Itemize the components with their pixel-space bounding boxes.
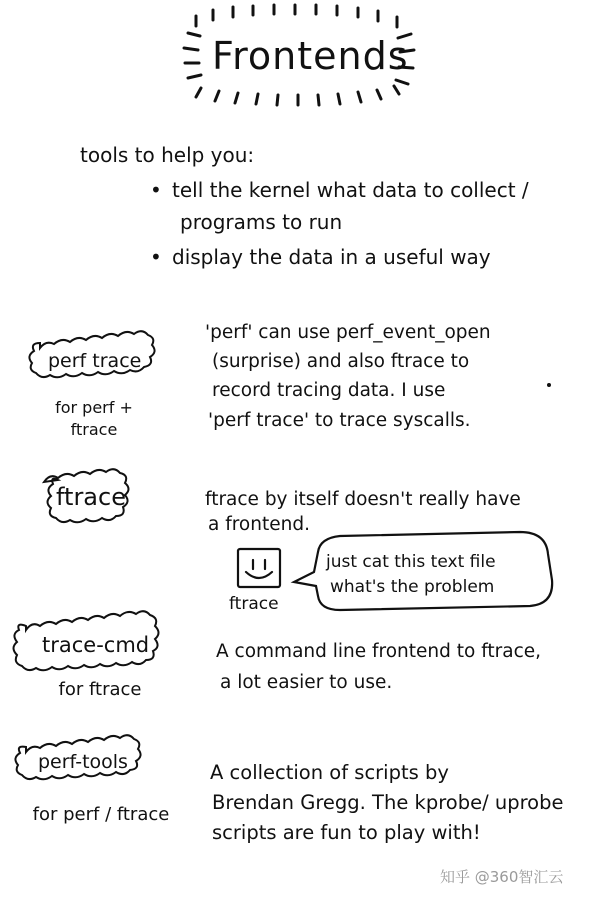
perf-trace-label: perf trace — [48, 350, 142, 372]
intro-bullet-2: display the data in a useful way — [172, 245, 491, 269]
speech-line-1: just cat this text file — [326, 552, 496, 572]
trace-cmd-label: trace-cmd — [42, 633, 150, 657]
ftrace-smiley-icon — [238, 549, 280, 587]
watermark: 知乎 @360智汇云 — [440, 868, 564, 886]
perf-tools-desc-2: Brendan Gregg. The kprobe/ uprobe — [212, 791, 564, 814]
intro-heading: tools to help you: — [80, 143, 255, 167]
ftrace-character-label: ftrace — [229, 594, 279, 614]
page-title: Frontends — [212, 34, 409, 78]
perf-trace-sub-2: ftrace — [70, 420, 118, 439]
intro-bullet-1: tell the kernel what data to collect / — [172, 178, 529, 202]
perf-trace-desc-3: record tracing data. I use — [212, 380, 446, 401]
trace-cmd-sub: for ftrace — [58, 679, 142, 700]
perf-trace-desc-1: 'perf' can use perf_event_open — [205, 322, 491, 343]
intro-bullet-1-continued: programs to run — [180, 210, 343, 234]
perf-tools-desc-1: A collection of scripts by — [210, 761, 449, 784]
speech-line-2: what's the problem — [330, 577, 495, 597]
perf-tools-sub: for perf / ftrace — [32, 804, 170, 825]
perf-trace-sub-1: for perf + — [55, 398, 133, 417]
ftrace-desc-2: a frontend. — [208, 514, 310, 535]
perf-trace-desc-2: (surprise) and also ftrace to — [212, 351, 470, 372]
bullet-dot-icon: • — [150, 178, 162, 202]
bullet-dot-icon: • — [150, 245, 162, 269]
ftrace-desc-1: ftrace by itself doesn't really have — [205, 489, 521, 510]
perf-tools-label: perf-tools — [38, 751, 128, 773]
ftrace-label: ftrace — [56, 483, 126, 511]
trace-cmd-desc-1: A command line frontend to ftrace, — [216, 641, 542, 662]
perf-trace-desc-4: 'perf trace' to trace syscalls. — [208, 410, 471, 431]
stray-dot-icon — [547, 383, 551, 387]
perf-tools-desc-3: scripts are fun to play with! — [212, 821, 481, 844]
trace-cmd-desc-2: a lot easier to use. — [220, 672, 393, 693]
